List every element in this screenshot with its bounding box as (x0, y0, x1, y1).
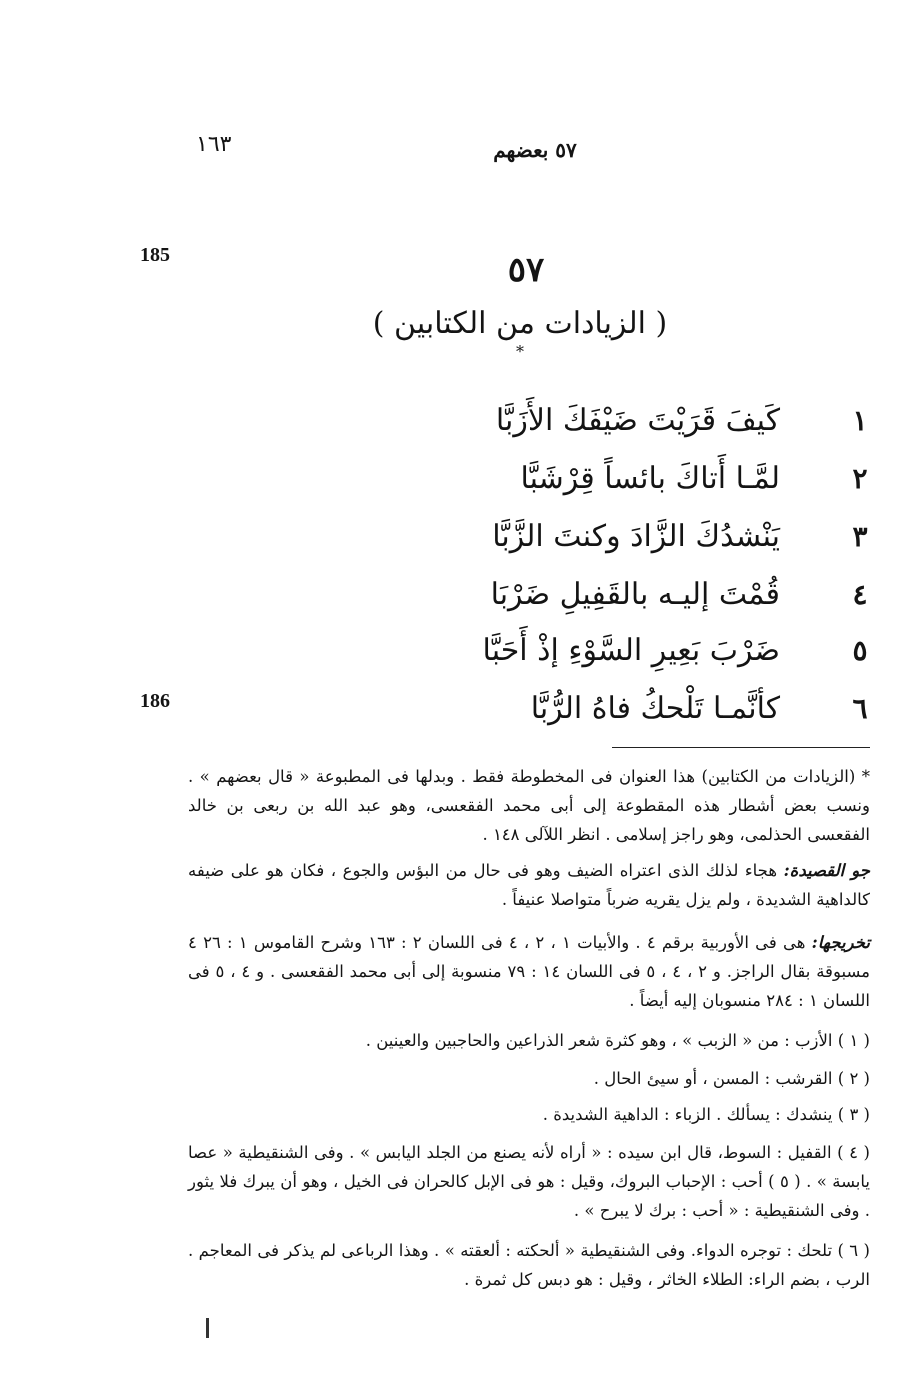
verse-text: ضَرْبَ بَعِيرِ السَّوْءِ إذْ أَحَبَّا (482, 632, 780, 668)
footnote (188, 856, 870, 914)
running-head: ٥٧ بعضهم (493, 138, 577, 162)
verse-number: ١ (852, 403, 868, 437)
footnote-divider (612, 747, 870, 748)
footnote (188, 928, 870, 1015)
footnote-text: ( ١ ) الأزب : من « الزبب » ، وهو كثرة شعر الذراعين والحاجبين والعينين . (365, 1031, 870, 1050)
verse-text: يَنْشدُكَ الزَّادَ وكنتَ الزَّبَّا (492, 518, 780, 554)
footnote (188, 1100, 870, 1129)
footnote-marker: * (516, 342, 524, 361)
footnote-heading: جو القصيدة: (783, 861, 870, 880)
margin-reference-top: 185 (140, 244, 170, 266)
footnote-text: ( ٦ ) تلحك : توجره الدواء. وفى الشنقيطية « ألحكته : ألعقته » . وهذا الرباعى لم يذكر فى المعاجم . الرب ، بضم الراء: الطلاء الخاثر ، وقيل : هو دبس كل ثمرة . (188, 1241, 870, 1289)
verse-number: ٢ (852, 461, 868, 495)
verse-text: لمَّـا أَتاكَ بائساً قِرْشَبَّا (520, 460, 780, 496)
verse-line (380, 510, 880, 562)
verse-text: كأنَّمـا تَلْحكُ فاهُ الرُّبَّا (530, 690, 780, 726)
footnote-text: ( ٤ ) القفيل : السوط، قال ابن سيده : « أراه لأنه يصنع من الجلد اليابس » . وفى الشنقيطية « عصا يابسة » . ( ٥ ) أحب : الإحباب البروك، وقيل : هو فى الإبل كالحران فى الخيل ، وهو أن يبرك فلا يثور . وفى الشنقيطية : « أحب : برك لا يبرح » . (188, 1143, 870, 1220)
poem-number: ٥٧ (507, 250, 545, 290)
page-bottom-mark (206, 1318, 209, 1338)
verse-number: ٦ (852, 691, 868, 725)
verse-number: ٣ (852, 519, 868, 553)
footnote (188, 1138, 870, 1225)
verse-line (380, 624, 880, 676)
verse-line (380, 682, 880, 734)
poem-title (370, 306, 670, 376)
margin-reference-bottom: 186 (140, 690, 170, 712)
poem-title-text: ( الزيادات من الكتابين ) (372, 306, 668, 341)
verse-number: ٥ (852, 633, 868, 667)
footnote (188, 1236, 870, 1294)
footnote-heading: تخريجها: (811, 933, 870, 952)
verse-line (380, 394, 880, 446)
page-number: ١٦٣ (196, 132, 232, 157)
footnote-text: ( ٢ ) القرشب : المسن ، أو سيئ الحال . (593, 1069, 870, 1088)
verse-text: قُمْتَ إليـه بالقَفِيلِ ضَرْبَا (490, 576, 780, 612)
footnote-text: * (الزيادات من الكتابين) هذا العنوان فى المخطوطة فقط . وبدلها فى المطبوعة « قال بعضهم » . ونسب بعض أشطار هذه المقطوعة إلى أبى محمد الفقعسى، وهو عبد الله بن ربعى بن خالد الفقعسى الحذلمى، وهو راجز إسلامى . انظر اللآلى ١٤٨ . (188, 767, 870, 844)
footnote-text: ( ٣ ) ينشدك : يسألك . الزباء : الداهية الشديدة . (542, 1105, 870, 1124)
verse-text: كَيفَ قَرَيْتَ ضَيْفَكَ الأَزَبَّا (495, 402, 780, 438)
footnote-text: هجاء لذلك الذى اعتراه الضيف وهو فى حال من البؤس والجوع ، فكان هو على ضيفه كالداهية الشديدة ، ولم يزل يقريه ضرباً متواصلا عنيفاً . (188, 861, 870, 909)
verse-number: ٤ (852, 577, 868, 611)
verse-line (380, 452, 880, 504)
footnote (188, 762, 870, 849)
footnote-text: هى فى الأوربية برقم ٤ . والأبيات ١ ، ٢ ، ٤ فى اللسان ٢ : ١٦٣ وشرح القاموس ١ : ٢٦ ٤ مسبوقة بقال الراجز. و ٢ ، ٤ ، ٥ فى اللسان ١٤ : ٧٩ منسوبة إلى أبى محمد الفقعسى . و ٤ ، ٥ فى اللسان ١ : ٢٨٤ منسوبان إليه أيضاً . (188, 933, 871, 1010)
footnote (188, 1026, 870, 1055)
footnote (188, 1064, 870, 1093)
verse-line (380, 568, 880, 620)
